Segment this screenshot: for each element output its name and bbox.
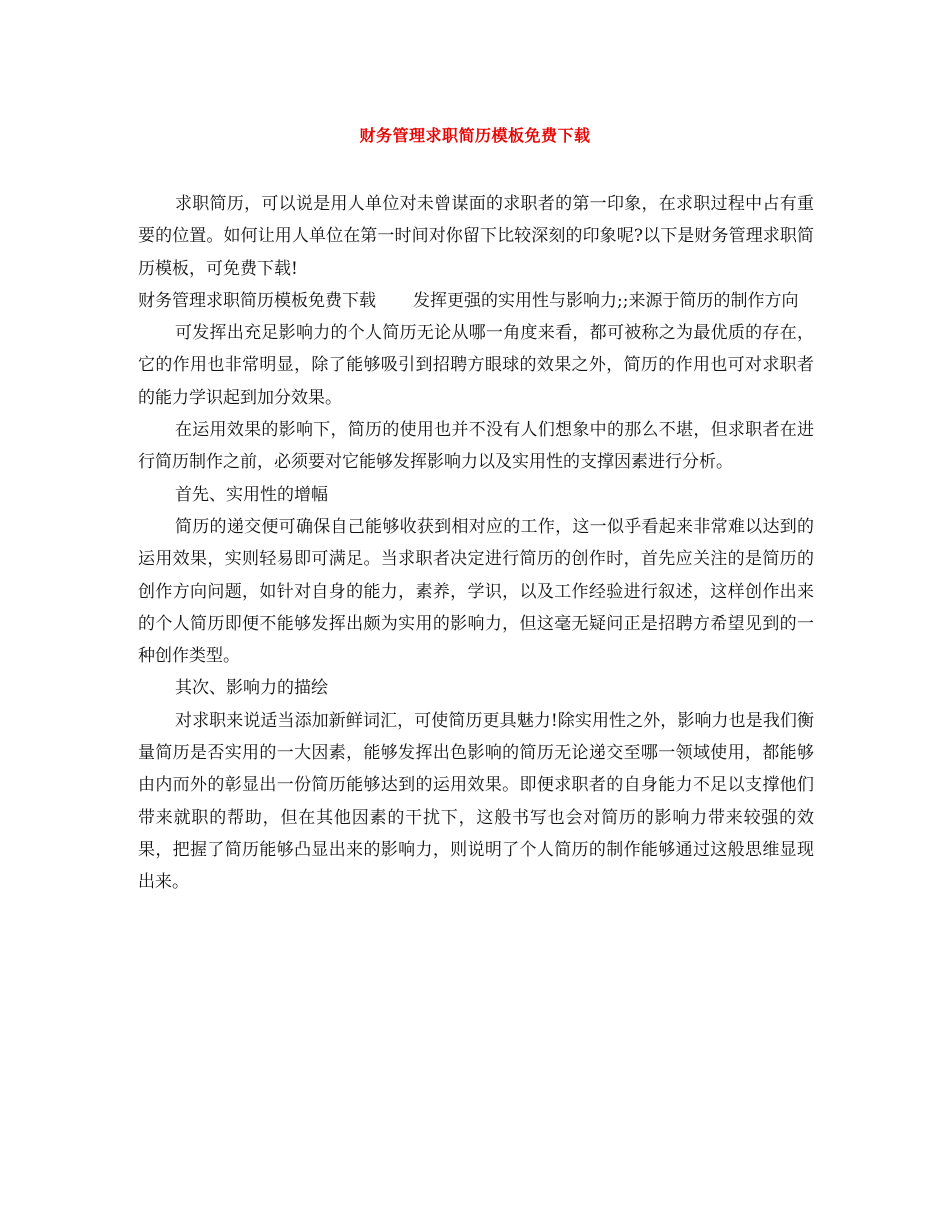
paragraph-3: 简历的递交便可确保自己能够收获到相对应的工作，这一似乎看起来非常难以达到的运用效果，实则轻易即可满足。当求职者决定进行简历的创作时，首先应关注的是简历的创作方向问题，如针对自身的能力，素养，学识，以及工作经验进行叙述，这样创作出来的个人简历即便不能够发挥出颇为实用的影响力，但这毫无疑问正是招聘方希望见到的一种创作类型。	[138, 516, 814, 667]
paragraph-1: 可发挥出充足影响力的个人简历无论从哪一角度来看，都可被称之为最优质的存在，它的作用也非常明显，除了能够吸引到招聘方眼球的效果之外，简历的作用也可对求职者的能力学识起到加分效果。	[138, 323, 814, 408]
subhead-right: 发挥更强的实用性与影响力;;来源于简历的制作方向	[413, 290, 799, 311]
subhead-paragraph	[138, 285, 814, 317]
paragraph-2: 在运用效果的影响下，简历的使用也并不没有人们想象中的那么不堪，但求职者在进行简历制作之前，必须要对它能够发挥影响力以及实用性的支撑因素进行分析。	[138, 420, 814, 473]
section-heading-2: 其次、影响力的描绘	[175, 678, 328, 699]
intro-paragraph: 求职简历，可以说是用人单位对未曾谋面的求职者的第一印象，在求职过程中占有重要的位置。如何让用人单位在第一时间对你留下比较深刻的印象呢?以下是财务管理求职简历模板，可免费下载!	[138, 194, 814, 279]
paragraph-4: 对求职来说适当添加新鲜词汇，可使简历更具魅力!除实用性之外，影响力也是我们衡量简历是否实用的一大因素，能够发挥出色影响的简历无论递交至哪一领域使用，都能够由内而外的彰显出一份简历能够达到的运用效果。即便求职者的自身能力不足以支撑他们带来就职的帮助，但在其他因素的干扰下，这般书写也会对简历的影响力带来较强的效果，把握了简历能够凸显出来的影响力，则说明了个人简历的制作能够通过这般思维显现出来。	[138, 710, 814, 893]
document-body	[138, 188, 814, 899]
document-title: 财务管理求职简历模板免费下载	[359, 126, 591, 145]
section-heading-1: 首先、实用性的增幅	[175, 484, 328, 505]
subhead-left: 财务管理求职简历模板免费下载	[138, 290, 376, 311]
